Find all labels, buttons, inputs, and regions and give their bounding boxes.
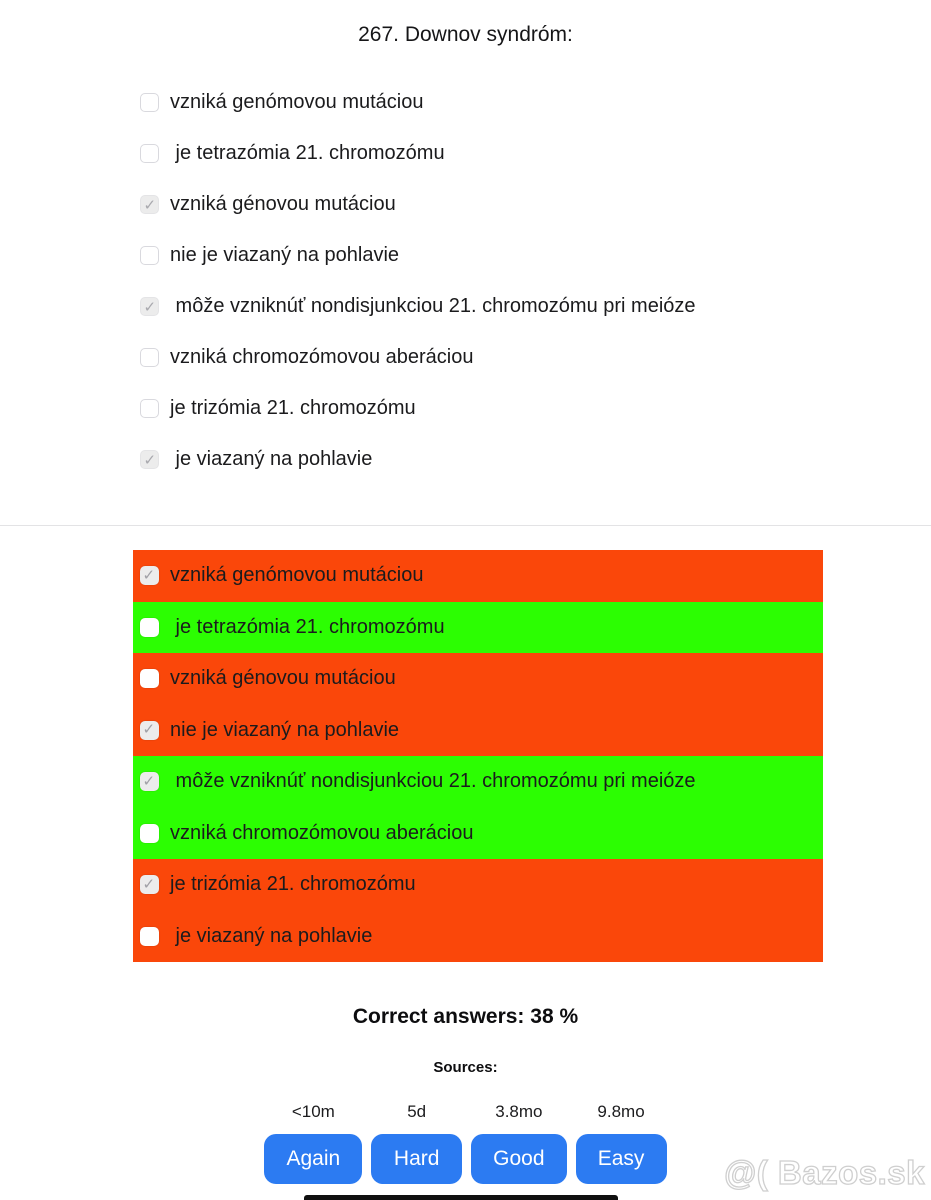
question-option-row: [140, 281, 931, 332]
answer-label: vzniká génovou mutáciou: [170, 667, 396, 690]
interval-label: <10m: [291, 1102, 335, 1121]
easy-button[interactable]: Easy: [576, 1134, 667, 1184]
question-option-label: môže vzniknúť nondisjunkciou 21. chromozómu pri meióze: [170, 295, 696, 317]
page-title: 267. Downov syndróm:: [358, 23, 573, 46]
checkbox-icon[interactable]: [140, 297, 159, 316]
checkbox-icon: [140, 669, 159, 688]
interval-label: 3.8mo: [495, 1102, 543, 1121]
checkbox-icon: [140, 618, 159, 637]
answer-row: [133, 911, 823, 963]
answer-row: [133, 808, 823, 860]
answer-label: je trizómia 21. chromozómu: [170, 873, 416, 896]
answer-label: je viazaný na pohlavie: [170, 924, 373, 947]
checkbox-icon: [140, 824, 159, 843]
answer-label: je tetrazómia 21. chromozómu: [170, 615, 445, 638]
question-option-row: [140, 383, 931, 434]
interval-label: 9.8mo: [597, 1102, 645, 1121]
again-button[interactable]: Again: [264, 1134, 362, 1184]
question-option-label: vzniká genómovou mutáciou: [170, 91, 424, 113]
checkbox-icon[interactable]: [140, 93, 159, 112]
watermark: @( Bazos.sk: [724, 1154, 925, 1191]
question-option-label: je trizómia 21. chromozómu: [170, 397, 416, 419]
checkbox-icon: [140, 721, 159, 740]
checkbox-icon[interactable]: [140, 399, 159, 418]
rating-column-hard: [371, 1102, 462, 1184]
question-option-row: [140, 128, 931, 179]
question-option-row: [140, 77, 931, 128]
checkbox-icon[interactable]: [140, 450, 159, 469]
answer-label: vzniká chromozómovou aberáciou: [170, 821, 474, 844]
hard-button[interactable]: Hard: [371, 1134, 462, 1184]
score-text: Correct answers: 38 %: [352, 1005, 579, 1028]
graded-answers-block: [133, 550, 823, 962]
checkbox-icon: [140, 772, 159, 791]
answer-row: [133, 550, 823, 602]
answer-row: [133, 653, 823, 705]
answer-row: [133, 756, 823, 808]
checkbox-icon[interactable]: [140, 195, 159, 214]
question-option-row: [140, 434, 931, 485]
answer-row: [133, 705, 823, 757]
home-indicator[interactable]: [304, 1195, 618, 1200]
answer-label: môže vzniknúť nondisjunkciou 21. chromozómu pri meióze: [170, 770, 696, 793]
question-options-list: [140, 77, 931, 485]
checkbox-icon: [140, 875, 159, 894]
sources-heading: Sources:: [433, 1059, 498, 1076]
answer-row: [133, 602, 823, 654]
answer-row: [133, 859, 823, 911]
question-option-label: nie je viazaný na pohlavie: [170, 244, 400, 266]
question-option-label: je viazaný na pohlavie: [170, 448, 373, 470]
question-option-label: je tetrazómia 21. chromozómu: [170, 142, 445, 164]
rating-column-again: [264, 1102, 362, 1184]
rating-column-good: [471, 1102, 566, 1184]
checkbox-icon: [140, 927, 159, 946]
question-option-label: vzniká génovou mutáciou: [170, 193, 396, 215]
rating-column-easy: [576, 1102, 667, 1184]
question-option-label: vzniká chromozómovou aberáciou: [170, 346, 474, 368]
divider: [0, 525, 931, 526]
answer-label: nie je viazaný na pohlavie: [170, 718, 400, 741]
question-option-row: [140, 179, 931, 230]
checkbox-icon[interactable]: [140, 144, 159, 163]
checkbox-icon[interactable]: [140, 348, 159, 367]
question-option-row: [140, 230, 931, 281]
question-option-row: [140, 332, 931, 383]
checkbox-icon[interactable]: [140, 246, 159, 265]
checkbox-icon: [140, 566, 159, 585]
answer-label: vzniká genómovou mutáciou: [170, 564, 424, 587]
interval-label: 5d: [407, 1102, 427, 1121]
good-button[interactable]: Good: [471, 1134, 566, 1184]
